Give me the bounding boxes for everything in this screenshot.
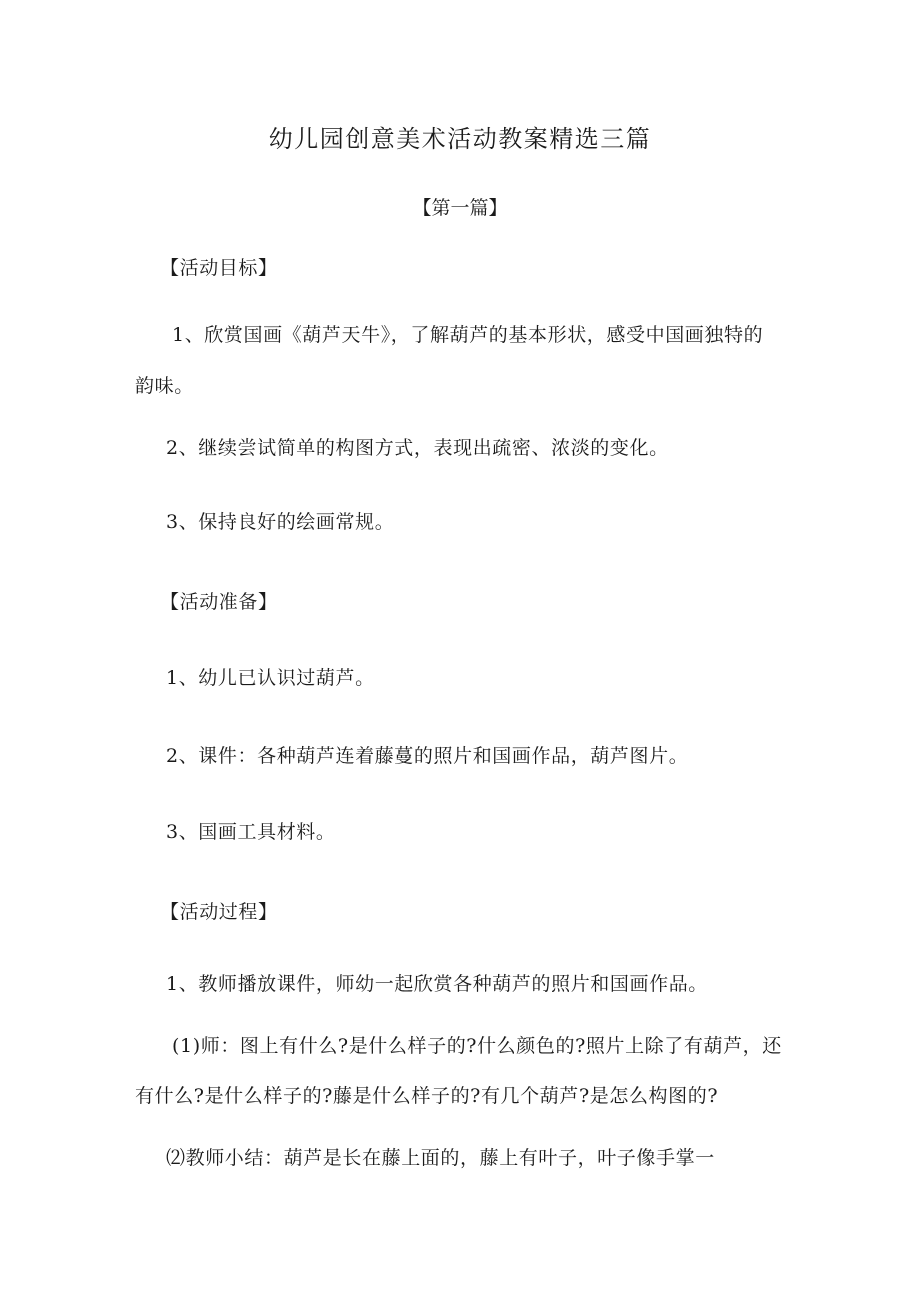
section-subtitle: 【第一篇】 [412,197,508,219]
process-sub-2: ⑵教师小结：葫芦是长在藤上面的，藤上有叶子，叶子像手掌一 [166,1147,715,1169]
preparation-item-3: 3、国画工具材料。 [166,821,336,843]
process-sub-1-line-2: 有什么?是什么样子的?藤是什么样子的?有几个葫芦?是怎么构图的? [135,1085,719,1107]
goal-item-2: 2、继续尝试简单的构图方式，表现出疏密、浓淡的变化。 [166,437,669,459]
goal-item-1-line-1: 1、欣赏国画《葫芦天牛》，了解葫芦的基本形状，感受中国画独特的 [172,324,764,346]
process-sub-1-line-1: (1)师：图上有什么?是什么样子的?什么颜色的?照片上除了有葫芦，还 [172,1035,782,1057]
preparation-item-2: 2、课件：各种葫芦连着藤蔓的照片和国画作品，葫芦图片。 [166,745,689,767]
goal-item-1-line-2: 韵味。 [135,375,194,397]
document-title: 幼儿园创意美术活动教案精选三篇 [268,125,652,153]
process-item-1: 1、教师播放课件，师幼一起欣赏各种葫芦的照片和国画作品。 [166,973,708,995]
goals-heading: 【活动目标】 [160,257,278,279]
goal-item-3: 3、保持良好的绘画常规。 [166,511,395,533]
process-heading: 【活动过程】 [160,901,278,923]
preparation-item-1: 1、幼儿已认识过葫芦。 [166,667,375,689]
preparation-heading: 【活动准备】 [160,591,278,613]
